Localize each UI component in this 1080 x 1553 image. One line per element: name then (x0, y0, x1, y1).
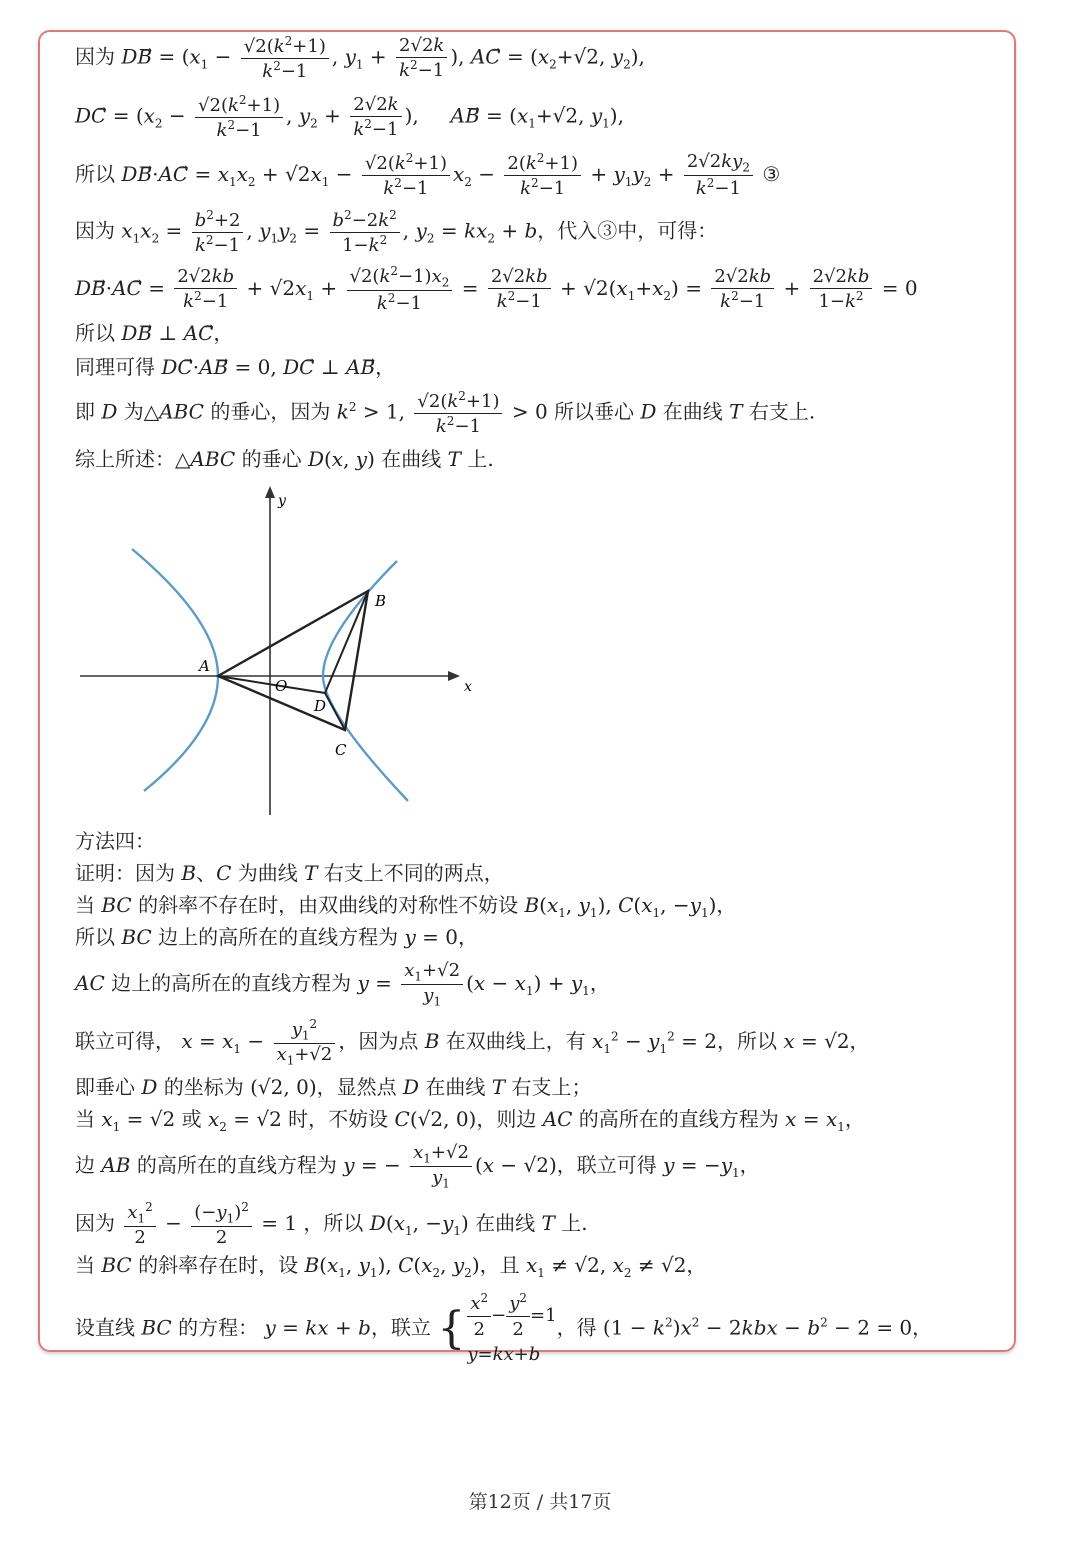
hyperbola-figure (75, 483, 485, 823)
method-four-heading: 方法四： (75, 829, 155, 853)
method-four-line-5: 联立可得， $x = x_1$ − $\frac{y_1^2}{x_1+√2}$ ，因为点 B 在双曲线上，有 $x_1^2 - y_1^2 = 2$，所以 x = √2， (75, 1017, 870, 1068)
point-b-label: B (375, 592, 387, 610)
math-line-4: 因为 $x_1x_2$ = $\frac{b^2+2}{k^2-1}$ , $y_1y_2$ = $\frac{b^2-2k^2}{1-k^2}$ , $y_2 = kx_2 + b$，代入③中，可得： (75, 208, 718, 256)
math-line-3: 所以 DB⃗·AC⃗ = $x_1x_2 + √2x_1$ − $\frac{√2(k^2+1)}{k^2-1}$ $x_2$ − $\frac{2(k^2+1)}{k^2-1}$ + $y_1y_2$ + $\frac{2√2ky_2}{k^2-1}$ ③ (75, 151, 781, 199)
math-line-5: DB⃗·AC⃗ = $\frac{2√2kb}{k^2-1}$ + $√2x_1$ + $\frac{√2(k^2-1)x_2}{k^2-1}$ = $\frac{2√2kb}{k^2-1}$ + $√2(x_1+x_2)$ = $\frac{2√2kb}{k^2-1}$ + $\frac{2√2kb}{1-k^2}$ = 0 (75, 264, 918, 314)
method-four-line-4: AC 边上的高所在的直线方程为 y = $\frac{x_1+√2}{y_1}$ $(x - x_1) + y_1$， (75, 960, 610, 1009)
origin-label: O (275, 677, 288, 695)
math-line-8: 即 D 为△ABC 的垂心，因为 $k^2 > 1$, $\frac{√2(k^2+1)}{k^2-1}$ > 0 所以垂心 D 在曲线 T 右支上. (75, 389, 816, 437)
math-line-6: 所以 DB⃗ ⊥ AC⃗， (75, 321, 234, 345)
method-four-line-3: 所以 BC 边上的高所在的直线方程为 y = 0， (75, 925, 478, 949)
x-axis-label: x (464, 679, 472, 695)
segment-ad (218, 676, 325, 693)
method-four-line-6: 即垂心 D 的坐标为 (√2, 0)，显然点 D 在曲线 T 右支上； (75, 1075, 592, 1099)
point-d-label: D (314, 697, 327, 715)
method-four-line-11: 设直线 BC 的方程： y = kx + b，联立 { $\frac{x^2}{2}$ − $\frac{y^2}{2}$ =1 y=kx+b，得 $(1 - k^2)x^2 - 2kbx - b^2 - 2 = 0$， (75, 1291, 933, 1366)
page-footer: 第12页 / 共17页 (468, 1491, 612, 1513)
math-line-7: 同理可得 DC⃗·AB⃗ = 0, DC⃗ ⊥ AB⃗， (75, 355, 396, 379)
math-line-2: DC⃗ = ($x_2$ − $\frac{√2(k^2+1)}{k^2-1}$ , $y_2$ + $\frac{2√2k}{k^2-1}$ ), AB⃗ = ($x_1+√2$, $y_1$), (75, 93, 624, 141)
method-four-line-1: 证明：因为 B、C 为曲线 T 右支上不同的两点， (75, 861, 504, 885)
method-four-line-9: 因为 $\frac{x_1^2}{2}$ − $\frac{(-y_1)^2}{2}$ = 1 ，所以 $D(x_1$, $-y_1$) 在曲线 T 上. (75, 1200, 588, 1248)
method-four-line-10: 当 BC 的斜率存在时，设 $B(x_1$, $y_1$), $C(x_2$, $y_2$)，且 $x_1 \ne √2$, $x_2 \ne √2$， (75, 1253, 707, 1280)
y-axis-arrow-icon (265, 486, 275, 498)
triangle-abc (218, 591, 368, 730)
x-axis-arrow-icon (448, 671, 460, 681)
math-line-9: 综上所述：△ABC 的垂心 D(x, y) 在曲线 T 上. (75, 447, 494, 471)
y-axis-label: y (278, 493, 286, 509)
method-four-line-7: 当 $x_1 = √2$ 或 $x_2 = √2$ 时，不妨设 C(√2, 0)，则边 AC 的高所在的直线方程为 $x = x_1$， (75, 1107, 865, 1134)
method-four-line-8: 边 AB 的高所在的直线方程为 y = − $\frac{x_1+√2}{y_1}$ (x − √2)，联立可得 $y = -y_1$， (75, 1142, 760, 1191)
point-a-label: A (199, 657, 210, 675)
method-four-line-2: 当 BC 的斜率不存在时，由双曲线的对称性不妨设 $B(x_1$, $y_1$), $C(x_1$, $-y_1$)， (75, 893, 737, 920)
point-c-label: C (335, 741, 347, 759)
math-line-1: 因为 DB⃗ = ($x_1$ − $\frac{√2(k^2+1)}{k^2-1}$ , $y_1$ + $\frac{2√2k}{k^2-1}$ ), AC⃗ = ($x_2+√2$, $y_2$), (75, 34, 645, 82)
